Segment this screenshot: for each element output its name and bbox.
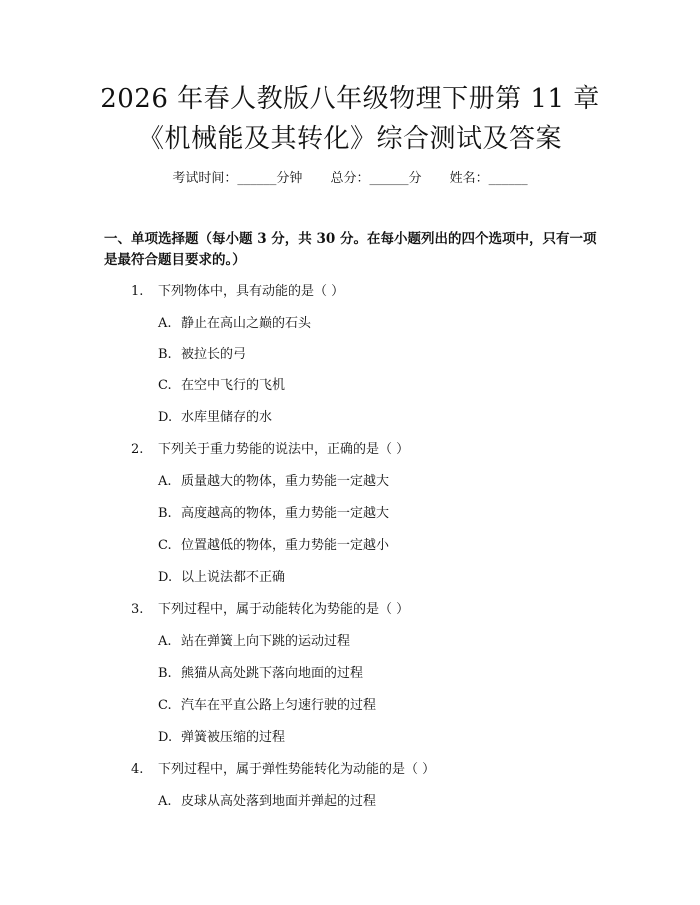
- option-text: 站在弹簧上向下跳的运动过程: [181, 634, 351, 649]
- section-heading: [104, 229, 604, 271]
- exam-info: [0, 170, 700, 188]
- total-score-field: 总分：______分: [330, 171, 422, 186]
- option-letter: B.: [158, 666, 172, 681]
- option-text: 皮球从高处落到地面并弹起的过程: [181, 794, 377, 809]
- exam-time-field: 考试时间：______分钟: [172, 171, 303, 186]
- question-number: 3.: [131, 602, 144, 617]
- option-text: 水库里储存的水: [181, 410, 273, 425]
- section-heading-line-2: 是最符合题目要求的。）: [104, 252, 246, 268]
- option-text: 在空中飞行的飞机: [181, 378, 286, 393]
- option-text: 以上说法都不正确: [181, 570, 286, 585]
- option-letter: A.: [158, 316, 172, 331]
- option-text: 汽车在平直公路上匀速行驶的过程: [181, 698, 377, 713]
- question-number: 1.: [131, 284, 144, 299]
- question-text: 下列关于重力势能的说法中，正确的是（ ）: [158, 442, 410, 457]
- question-text: 下列物体中，具有动能的是（ ）: [158, 284, 345, 299]
- option-text: 质量越大的物体，重力势能一定越大: [181, 474, 390, 489]
- option-letter: D.: [158, 570, 173, 585]
- option-letter: A.: [158, 634, 172, 649]
- option-text: 高度越高的物体，重力势能一定越大: [181, 506, 390, 521]
- option-letter: B.: [158, 506, 172, 521]
- question-number: 2.: [131, 442, 144, 457]
- option-letter: C.: [158, 378, 172, 393]
- option-letter: C.: [158, 698, 172, 713]
- student-name-field: 姓名：______: [449, 171, 528, 186]
- option-letter: D.: [158, 410, 173, 425]
- question-number: 4.: [131, 762, 144, 777]
- document-title-line-2: 《机械能及其转化》综合测试及答案: [137, 124, 562, 154]
- option-text: 被拉长的弓: [181, 347, 247, 362]
- option-letter: C.: [158, 538, 172, 553]
- option-text: 静止在高山之巅的石头: [181, 316, 312, 331]
- question-text: 下列过程中，属于弹性势能转化为动能的是（ ）: [158, 762, 436, 777]
- question-text: 下列过程中，属于动能转化为势能的是（ ）: [158, 602, 410, 617]
- option-text: 熊猫从高处跳下落向地面的过程: [181, 666, 364, 681]
- option-text: 弹簧被压缩的过程: [181, 730, 286, 745]
- document-title-line-1: 2026 年春人教版八年级物理下册第 11 章: [100, 84, 600, 114]
- option-letter: A.: [158, 794, 172, 809]
- section-heading-line-1: 一、单项选择题（每小题 3 分，共 30 分。在每小题列出的四个选项中，只有一项: [104, 231, 597, 247]
- option-text: 位置越低的物体，重力势能一定越小: [181, 538, 390, 553]
- option-letter: A.: [158, 474, 172, 489]
- option-letter: D.: [158, 730, 173, 745]
- option-letter: B.: [158, 347, 172, 362]
